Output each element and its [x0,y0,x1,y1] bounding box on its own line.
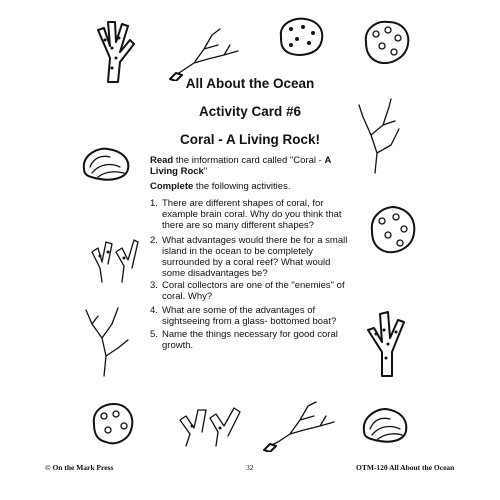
coral-icon [275,15,327,59]
question-item: 5. Name the things necessary for good coral growth. [150,329,338,351]
coral-icon [88,18,138,84]
page-title: All About the Ocean [185,76,315,91]
coral-icon [176,398,244,450]
complete-instruction: Complete the following activities. [150,181,291,192]
coral-icon [366,203,418,259]
coral-icon [78,300,134,380]
copyright-notice: © On the Mark Press [45,463,114,472]
coral-icon [358,300,414,378]
activity-card-number: Activity Card #6 [198,104,302,119]
page-number: 32 [246,463,254,472]
coral-icon [262,400,338,452]
read-instruction: Read the information card called "Coral - A Living Rock" [150,155,331,177]
question-item: 1. There are different shapes of coral, for example brain coral. Why do you think that there are so many different shapes? [150,198,342,231]
topic-title: Coral - A Living Rock! [179,132,320,147]
coral-icon [360,405,410,445]
coral-icon [88,400,136,448]
coral-icon [168,25,244,81]
coral-icon [80,145,132,183]
coral-icon [88,222,142,286]
question-item: 3. Coral collectors are one of the "enemies" of coral. Why? [150,280,345,302]
question-item: 4. What are some of the advantages of sightseeing from a glass- bottomed boat? [150,305,337,327]
series-label: OTM-120 All About the Ocean [356,463,455,472]
coral-icon [355,95,409,177]
question-item: 2. What advantages would there be for a small island in the ocean to be completely surrounded by a coral reef? What would some disadvantages be? [150,235,348,279]
coral-icon [362,18,412,68]
